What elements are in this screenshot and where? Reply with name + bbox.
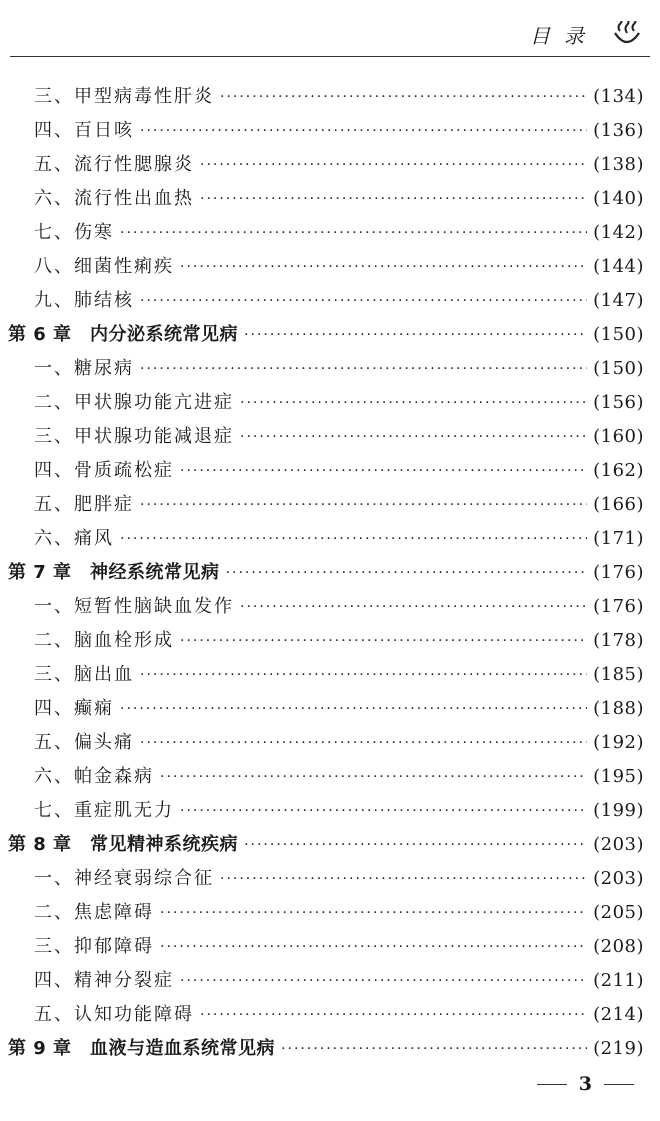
toc-chapter-entry[interactable]: [8, 556, 644, 590]
toc-section-entry[interactable]: [8, 930, 644, 964]
dot-leader: [244, 838, 587, 852]
table-of-contents: [8, 80, 644, 1066]
entry-page-number: (142): [593, 222, 644, 243]
entry-page-number: (199): [593, 800, 644, 821]
entry-title: 三、抑郁障碍: [34, 936, 154, 957]
entry-page-number: (134): [593, 86, 644, 107]
entry-page-number: (219): [593, 1038, 644, 1059]
dot-leader: [240, 600, 587, 614]
toc-section-entry[interactable]: [8, 794, 644, 828]
entry-title: 三、脑出血: [34, 664, 134, 685]
dot-leader: [281, 1042, 587, 1056]
toc-section-entry[interactable]: [8, 522, 644, 556]
dot-leader: [140, 362, 587, 376]
entry-title: 五、偏头痛: [34, 732, 134, 753]
entry-title: 一、糖尿病: [34, 358, 134, 379]
toc-section-entry[interactable]: [8, 420, 644, 454]
entry-title: 八、细菌性痢疾: [34, 256, 174, 277]
entry-title: 三、甲型病毒性肝炎: [34, 86, 214, 107]
entry-page-number: (156): [593, 392, 644, 413]
toc-section-entry[interactable]: [8, 386, 644, 420]
entry-title: 二、焦虑障碍: [34, 902, 154, 923]
entry-page-number: (162): [593, 460, 644, 481]
toc-section-entry[interactable]: [8, 80, 644, 114]
entry-page-number: (150): [593, 324, 644, 345]
dot-leader: [140, 668, 587, 682]
entry-title: 六、帕金森病: [34, 766, 154, 787]
toc-section-entry[interactable]: [8, 488, 644, 522]
entry-page-number: (144): [593, 256, 644, 277]
dot-leader: [240, 430, 587, 444]
toc-section-entry[interactable]: [8, 998, 644, 1032]
dot-leader: [160, 940, 587, 954]
dot-leader: [140, 498, 587, 512]
toc-section-entry[interactable]: [8, 216, 644, 250]
entry-title: 七、重症肌无力: [34, 800, 174, 821]
entry-page-number: (203): [593, 834, 644, 855]
toc-section-entry[interactable]: [8, 964, 644, 998]
entry-page-number: (208): [593, 936, 644, 957]
entry-title: 七、伤寒: [34, 222, 114, 243]
page-number: 3: [578, 1073, 592, 1095]
header-divider: [10, 56, 650, 57]
entry-page-number: (176): [593, 562, 644, 583]
toc-section-entry[interactable]: [8, 114, 644, 148]
dot-leader: [180, 464, 587, 478]
entry-page-number: (166): [593, 494, 644, 515]
entry-title: 四、精神分裂症: [34, 970, 174, 991]
dot-leader: [244, 328, 587, 342]
entry-page-number: (171): [593, 528, 644, 549]
entry-title: 四、癫痫: [34, 698, 114, 719]
entry-page-number: (188): [593, 698, 644, 719]
entry-page-number: (176): [593, 596, 644, 617]
entry-page-number: (185): [593, 664, 644, 685]
entry-title: 四、百日咳: [34, 120, 134, 141]
toc-section-entry[interactable]: [8, 624, 644, 658]
entry-title: 二、脑血栓形成: [34, 630, 174, 651]
entry-title: 第 9 章 血液与造血系统常见病: [8, 1038, 276, 1059]
footer-dash-left: [537, 1084, 567, 1085]
dot-leader: [140, 124, 587, 138]
entry-title: 一、神经衰弱综合征: [34, 868, 214, 889]
entry-page-number: (205): [593, 902, 644, 923]
dot-leader: [160, 770, 587, 784]
toc-chapter-entry[interactable]: [8, 1032, 644, 1066]
entry-page-number: (195): [593, 766, 644, 787]
dot-leader: [140, 736, 587, 750]
dot-leader: [200, 1008, 587, 1022]
dot-leader: [120, 532, 587, 546]
dot-leader: [120, 226, 587, 240]
toc-section-entry[interactable]: [8, 692, 644, 726]
toc-section-entry[interactable]: [8, 454, 644, 488]
dot-leader: [180, 974, 587, 988]
toc-section-entry[interactable]: [8, 862, 644, 896]
dot-leader: [180, 260, 587, 274]
header-title: 目录: [530, 23, 598, 48]
toc-section-entry[interactable]: [8, 182, 644, 216]
dot-leader: [180, 634, 587, 648]
entry-page-number: (214): [593, 1004, 644, 1025]
entry-page-number: (160): [593, 426, 644, 447]
dot-leader: [220, 872, 587, 886]
dot-leader: [200, 158, 587, 172]
toc-chapter-entry[interactable]: [8, 318, 644, 352]
toc-section-entry[interactable]: [8, 726, 644, 760]
entry-page-number: (211): [593, 970, 644, 991]
entry-title: 五、肥胖症: [34, 494, 134, 515]
dot-leader: [160, 906, 587, 920]
page-header: [530, 14, 642, 54]
toc-section-entry[interactable]: [8, 658, 644, 692]
page-footer: [537, 1073, 634, 1095]
entry-page-number: (203): [593, 868, 644, 889]
toc-section-entry[interactable]: [8, 148, 644, 182]
entry-page-number: (140): [593, 188, 644, 209]
entry-page-number: (138): [593, 154, 644, 175]
entry-page-number: (192): [593, 732, 644, 753]
entry-title: 六、流行性出血热: [34, 188, 194, 209]
entry-title: 五、流行性腮腺炎: [34, 154, 194, 175]
entry-title: 二、甲状腺功能亢进症: [34, 392, 234, 413]
dot-leader: [180, 804, 587, 818]
toc-section-entry[interactable]: [8, 250, 644, 284]
hot-spring-icon: [612, 21, 642, 47]
dot-leader: [120, 702, 587, 716]
dot-leader: [220, 90, 587, 104]
toc-section-entry[interactable]: [8, 352, 644, 386]
toc-section-entry[interactable]: [8, 590, 644, 624]
toc-section-entry[interactable]: [8, 896, 644, 930]
entry-title: 第 6 章 内分泌系统常见病: [8, 324, 239, 345]
entry-page-number: (150): [593, 358, 644, 379]
entry-title: 四、骨质疏松症: [34, 460, 174, 481]
toc-section-entry[interactable]: [8, 284, 644, 318]
entry-title: 第 7 章 神经系统常见病: [8, 562, 220, 583]
entry-title: 六、痛风: [34, 528, 114, 549]
entry-title: 九、肺结核: [34, 290, 134, 311]
dot-leader: [240, 396, 587, 410]
dot-leader: [226, 566, 588, 580]
entry-page-number: (136): [593, 120, 644, 141]
entry-title: 三、甲状腺功能减退症: [34, 426, 234, 447]
entry-page-number: (147): [593, 290, 644, 311]
entry-title: 五、认知功能障碍: [34, 1004, 194, 1025]
toc-section-entry[interactable]: [8, 760, 644, 794]
dot-leader: [200, 192, 587, 206]
entry-page-number: (178): [593, 630, 644, 651]
toc-chapter-entry[interactable]: [8, 828, 644, 862]
entry-title: 一、短暂性脑缺血发作: [34, 596, 234, 617]
dot-leader: [140, 294, 587, 308]
footer-dash-right: [604, 1084, 634, 1085]
entry-title: 第 8 章 常见精神系统疾病: [8, 834, 239, 855]
